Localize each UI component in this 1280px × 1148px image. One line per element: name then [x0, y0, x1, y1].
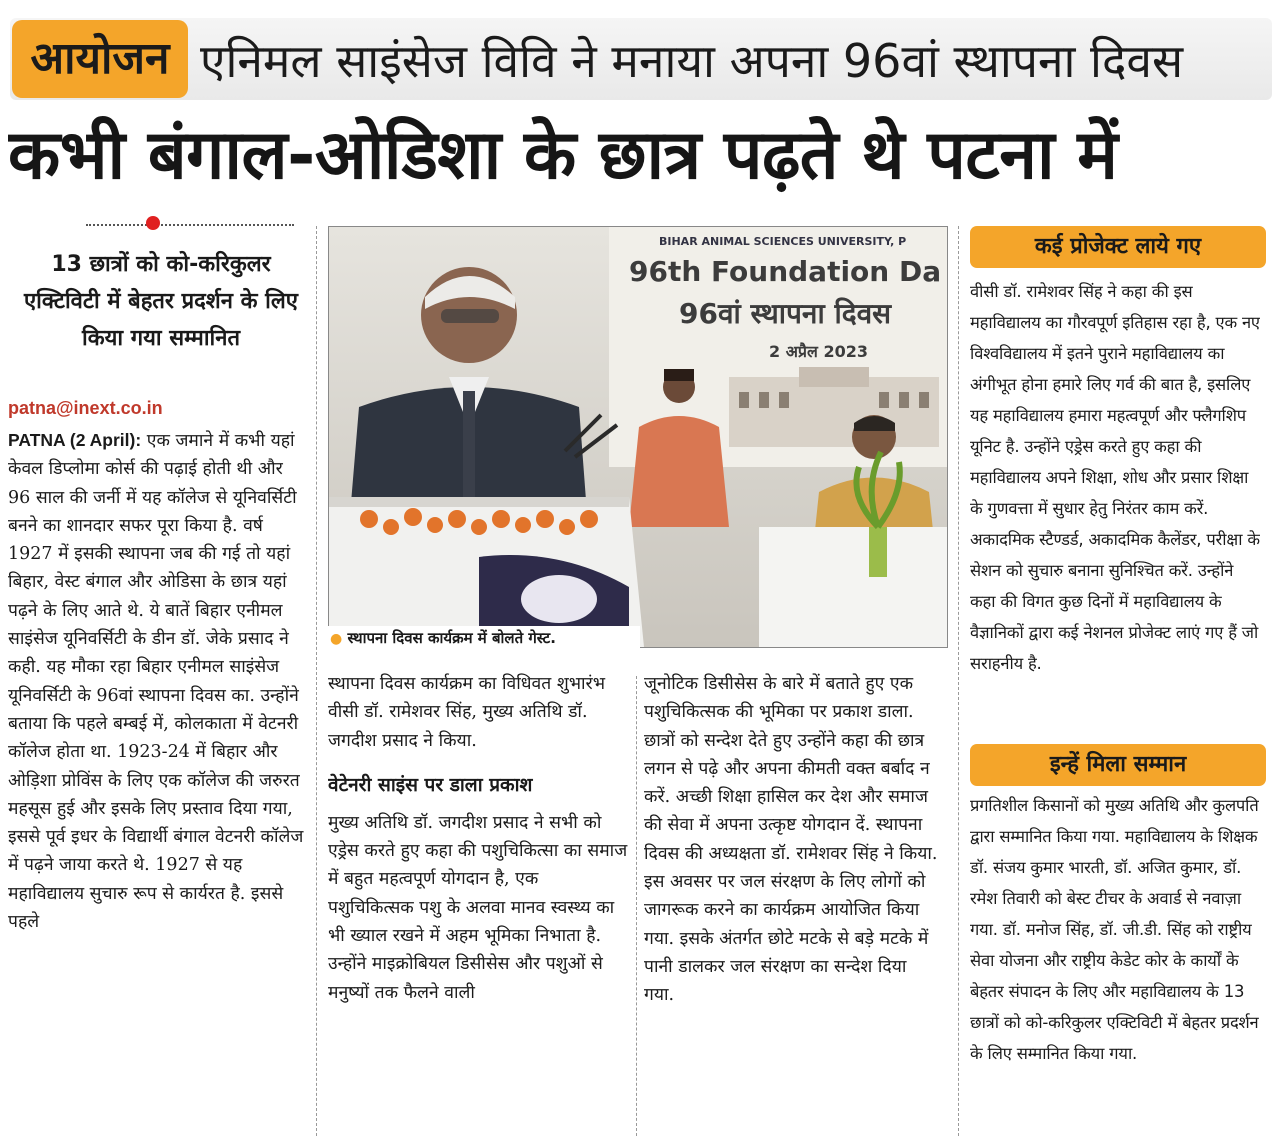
subheadline: 13 छात्रों को को-करिकुलर एक्टिविटी में बेहतर प्रदर्शन के लिए किया गया सम्मानित [24, 252, 298, 351]
box-title-projects: कई प्रोजेक्ट लाये गए [970, 226, 1266, 268]
headline: कभी बंगाल-ओडिशा के छात्र पढ़ते थे पटना में [8, 116, 1118, 195]
column-separator [958, 226, 959, 1136]
caption-bullet-icon: ● [330, 631, 343, 647]
dateline: PATNA (2 April): [8, 430, 142, 450]
red-dot-icon [146, 216, 160, 230]
article-column-1 [8, 426, 308, 1136]
banner-sthapana-text: 96वां स्थापना दिवस [679, 297, 892, 330]
column-1-text [8, 426, 308, 936]
caption-text: स्थापना दिवस कार्यक्रम में बोलते गेस्ट. [347, 629, 556, 647]
article-column-3 [644, 670, 940, 1140]
kicker-label: आयोजन [12, 20, 188, 98]
column-separator [636, 676, 637, 1136]
banner-foundation-text: 96th Foundation Da [629, 255, 942, 288]
projects-text: वीसी डॉ. रामेशवर सिंह ने कहा की इस महाविद्यालय का गौरवपूर्ण इतिहास रहा है, एक नए विश्वविद्यालय में इतने पुराने महाविद्यालय का अंगीभूत होना हमारे लिए गर्व की बात है, इसलिए यह महाविद्यालय हमारा महत्वपूर्ण और फ्लैगशिप यूनिट है. उन्होंने एड्रेस करते हुए कहा की महाविद्यालय अपने शिक्षा, शोध और प्रसार शिक्षा के गुणवत्ता में सुधार हेतु निरंतर काम करें. अकादमिक स्टैण्डर्ड, अकादमिक कैलेंडर, परीक्षा के सेशन को सुचारु बनाना सुनिश्चित करें. उन्होंने कहा की विगत कुछ दिनों में महाविद्यालय के वैज्ञानिकों द्वारा कई नेशनल प्रोजेक्ट लाएं गए हैं जो सराहनीय है. [970, 282, 1260, 673]
honours-text: प्रगतिशील किसानों को मुख्य अतिथि और कुलपति द्वारा सम्मानित किया गया. महाविद्यालय के शिक्षक डॉ. संजय कुमार भारती, डॉ. अजित कुमार, डॉ. रमेश तिवारी को बेस्ट टीचर के अवार्ड से नवाज़ा गया. डॉ. मनोज सिंह, डॉ. जी.डी. सिंह को राष्ट्रीय सेवा योजना और राष्ट्रीय केडेट कोर के कार्यों के बेहतर संपादन के लिए और महाविद्यालय के 13 छात्रों को को-करिकुलर एक्टिविटी में बेहतर प्रदर्शन के लिए सम्मानित किया गया. [970, 796, 1259, 1063]
photo-caption [328, 626, 640, 650]
honours-box [970, 790, 1260, 1140]
section-heading: वेटेनरी साइंस पर डाला प्रकाश [328, 773, 533, 796]
event-photo [328, 226, 948, 648]
column-2-para-2: मुख्य अतिथि डॉ. जगदीश प्रसाद ने सभी को एड्रेस करते हुए कहा की पशुचिकित्सा का समाज में बहुत महत्वपूर्ण योगदान है, एक पशुचिकित्सक पशु के अलवा मानव स्वस्थ्य का भी ख्याल रखने में अहम भूमिका निभाता है. [328, 812, 628, 947]
banner-university-text: BIHAR ANIMAL SCIENCES UNIVERSITY, P [659, 235, 907, 248]
column-2-para-1: स्थापना दिवस कार्यक्रम का विधिवत शुभारंभ वीसी डॉ. रामेशवर सिंह, मुख्य अतिथि डॉ. जगदीश प्रसाद ने किया. [328, 674, 606, 751]
box-title-honours: इन्हें मिला सम्मान [970, 744, 1266, 786]
projects-box [970, 276, 1260, 736]
kicker-title: एनिमल साइंसेज विवि ने मनाया अपना 96वां स्थापना दिवस [200, 34, 1184, 88]
column-1-body: एक जमाने में कभी यहां केवल डिप्लोमा कोर्स की पढ़ाई होती थी और 96 साल की जर्नी में यह कॉलेज से यूनिवर्सिटी बनने का शानदार सफर पूरा किया है. वर्ष 1927 में इसकी स्थापना जब की गई तो यहां बिहार, वेस्ट बंगाल और ओडिसा के छात्र यहां पढ़ने के लिए आते थे. ये बातें बिहार एनीमल साइंसेज यूनिवर्सिटी के डीन डॉ. जेके प्रसाद ने कही. यह मौका रहा बिहार एनीमल साइंसेज यूनिवर्सिटी के 96वां स्थापना दिवस का. उन्होंने बताया कि पहले बम्बई में, कोलकाता में वेटनरी कॉलेज होता था. 1923-24 में बिहार और ओड़िशा प्रोविंस के लिए एक कॉलेज की जरुरत महसूस हुई और इसके लिए प्रस्ताव दिया गया, इससे पूर्व इधर के विद्यार्थी बंगाल वेटनरी कॉलेज में पढ़ने जाया करते थे. 1927 से यह महाविद्यालय सुचारु रूप से कार्यरत है. इससे पहले [8, 431, 304, 933]
reporter-email: patna@inext.co.in [8, 398, 163, 418]
banner-date-text: 2 अप्रैल 2023 [769, 342, 868, 361]
column-2-para-3: उन्होंने माइक्रोबियल डिसीसेस और पशुओं से मनुष्यों तक फैलने वाली [328, 954, 603, 1003]
column-3-text: जूनोटिक डिसीसेस के बारे में बताते हुए एक पशुचिकित्सक की भूमिका पर प्रकाश डाला. छात्रों को सन्देश देते हुए उन्होंने कहा की छात्र लगन से पढ़े और अपना कीमती वक्त बर्बाद न करें. अच्छी शिक्षा हासिल कर देश और समाज की सेवा में अपना उत्कृष्ट योगदान दें. स्थापना दिवस की अध्यक्षता डॉ. रामेशवर सिंह ने किया. इस अवसर पर जल संरक्षण के लिए लोगों को जागरूक करने का कार्यक्रम आयोजित किया गया. इसके अंतर्गत छोटे मटके से बड़े मटके में पानी डालकर जल संरक्षण का सन्देश दिया गया. [644, 674, 938, 1006]
article-column-2 [328, 670, 628, 1140]
column-separator [316, 226, 317, 1136]
dotted-divider [86, 224, 294, 226]
